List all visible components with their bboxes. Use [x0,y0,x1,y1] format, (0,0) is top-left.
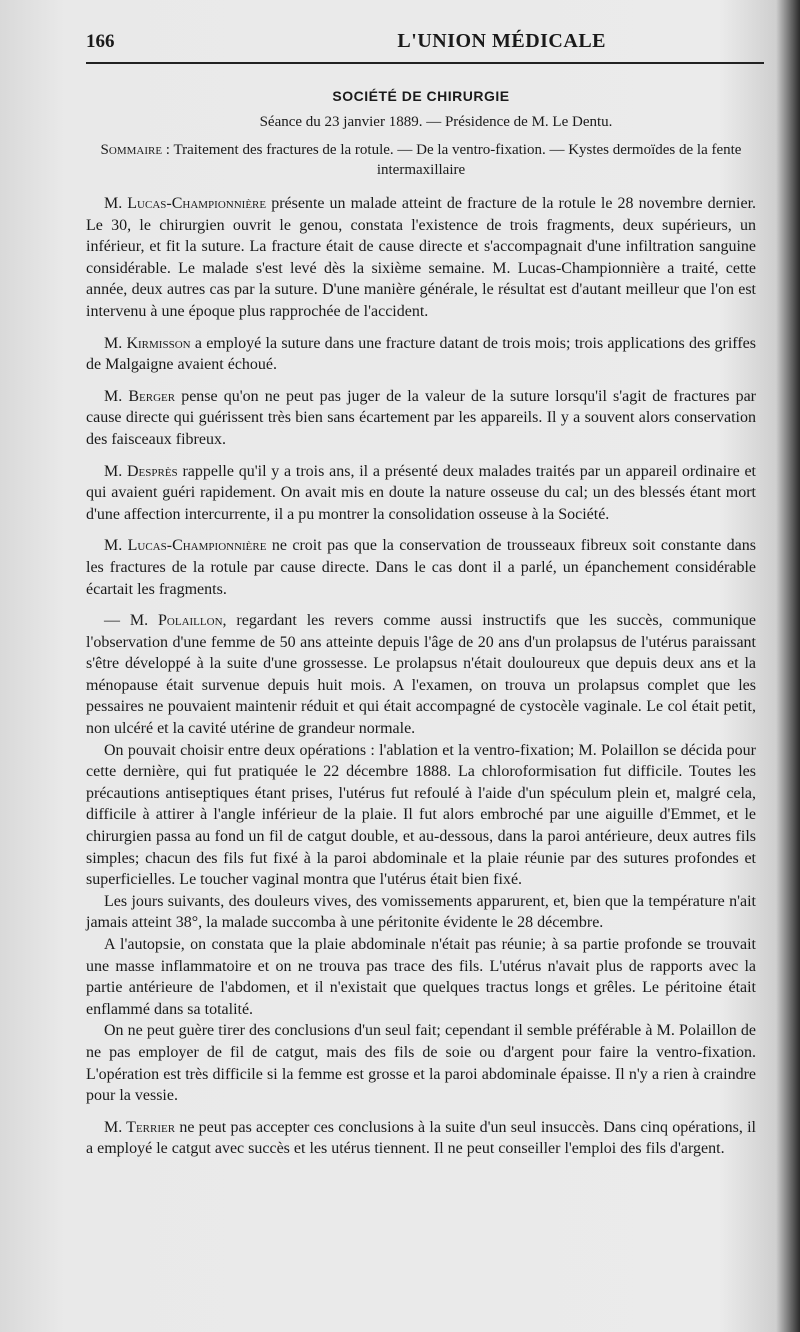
section-title: SOCIÉTÉ DE CHIRURGIE [332,88,510,104]
paragraph [86,193,756,323]
article-body [86,193,756,1160]
journal-title: L'UNION MÉDICALE [397,30,606,52]
paragraph-text: ne peut pas accepter ces conclusions à la suite d'un seul insuccès. Dans cinq opérations, il a employé le catgut avec succès et les utérus tiennent. Il ne peut conseiller l'emploi des fils d'argent. [86,1118,756,1158]
speaker-name: M. Desprès [104,462,178,480]
paragraph-text: Les jours suivants, des douleurs vives, des vomissements apparurent, et, bien que la température n'ait jamais atteint 38°, la malade succomba à une péritonite évidente le 28 décembre. [86,892,756,932]
paragraph-text: présente un malade atteint de fracture de la rotule le 28 novembre dernier. Le 30, le chirurgien ouvrit le genou, constata l'existence de trois fragments, deux supérieurs, un inférieur, et fit la suture. La fracture était de cause directe et s'accompagnait d'une infiltration sanguine considérable. Le malade s'est levé dès la sixième semaine. M. Lucas-Championnière a traité, cette année, deux autres cas par la suture. D'une manière générale, le résultat est d'autant meilleur que l'on est intervenu à une époque plus rapprochée de l'accident. [86,195,757,320]
summary-text: Traitement des fractures de la rotule. — De la ventro-fixation. — Kystes dermoïdes de la fente intermaxillaire [173,142,742,178]
paragraph [86,891,756,934]
paragraph [86,740,756,891]
session-line: Séance du 23 janvier 1889. — Présidence de M. Le Dentu. [259,114,613,130]
summary-lead: Sommaire : [100,142,170,158]
paragraph [86,461,756,526]
paragraph-text: A l'autopsie, on constata que la plaie abdominale n'était pas réunie; à sa partie profonde se trouvait une masse inflammatoire et on ne trouva pas trace des fils. L'utérus n'avait plus de rapports avec la partie antérieure de l'abdomen, et il n'existait que quelques tractus longs et grêles. Le péritoine était enflammé dans sa totalité. [86,936,756,1018]
summary [86,140,756,180]
page-number: 166 [86,31,115,52]
speaker-name: M. Berger [104,387,176,405]
paragraph-text: ne croit pas que la conservation de trousseaux fibreux soit constante dans les fractures de la rotule par cause directe. Dans le cas dont il a parlé, un épanchement considérable écartait les fragments. [86,537,757,598]
paragraph-text: rappelle qu'il y a trois ans, il a présenté deux malades traités par un appareil ordinaire et qui avaient guéri rapidement. On avait mis en doute la nature osseuse du cal; un des blessés étant mort d'une affection intercurrente, il a pu montrer la consolidation osseuse à la Société. [86,462,756,523]
paragraph [86,1020,756,1106]
speaker-name: — M. Polaillon, [104,612,227,630]
paragraph-text: On pouvait choisir entre deux opérations : l'ablation et la ventro-fixation; M. Polaillon se décida pour cette dernière, qui fut pratiquée le 22 décembre 1888. La chloroformisation fut difficile. Toutes les précautions antiseptiques étant prises, l'utérus fut refoulé à l'aide d'un spéculum plein et, malgré cela, difficile à attirer à l'angle inférieur de la plaie. Il fut alors embroché par une aiguille d'Emmet, et le chirurgien passa au fond un fil de catgut double, et au-dessous, dans la paroi antérieure, deux autres fils simples; chacun des fils fut fixé à la paroi abdominale et la plaie réunie par des sutures profondes et superficielles. Le toucher vaginal montra que l'utérus était bien fixé. [86,741,756,889]
paragraph [86,386,756,451]
speaker-name: M. Lucas-Championnière [104,537,267,555]
paragraph-text: pense qu'on ne peut pas juger de la valeur de la suture lorsqu'il s'agit de fractures par cause directe qui guérissent très bien sans écartement par les appareils. Il y a souvent alors conservation des faisceaux fibreux. [86,387,756,448]
speaker-name: M. Terrier [104,1118,176,1136]
paragraph-text: regardant les revers comme aussi instructifs que les succès, communique l'observation d'une femme de 50 ans atteinte depuis l'âge de 20 ans d'un prolapsus de l'utérus paraissant s'être développé à la suite d'une grossesse. Le prolapsus n'était douloureux que depuis deux ans et la ménopause était survenue depuis huit mois. A l'examen, on trouva un prolapsus complet que les pessaires ne pouvaient maintenir réduit et qui était accompagné de cystocèle vaginale. Le col était petit, non ulcéré et la cavité utérine de grandeur normale. [86,612,756,738]
paragraph [86,333,756,376]
paragraph [86,610,756,740]
speaker-name: M. Lucas-Championnière [104,195,267,212]
paragraph-text: a employé la suture dans une fracture datant de trois mois; trois applications des griffes de Malgaigne avaient échoué. [86,334,756,374]
paragraph [86,1117,756,1160]
paragraph [86,535,756,600]
running-head [86,30,756,53]
speaker-name: M. Kirmisson [104,334,191,352]
header-rule [86,62,764,64]
paragraph [86,934,756,1020]
paragraph-text: On ne peut guère tirer des conclusions d'un seul fait; cependant il semble préférable à M. Polaillon de ne pas employer de fil de catgut, mais des fils de soie ou d'argent pour faire la ventro-fixation. L'opération est très difficile si la femme est grosse et la paroi abdominale épaisse. Il n'y a rien à craindre pour la vessie. [86,1022,756,1105]
